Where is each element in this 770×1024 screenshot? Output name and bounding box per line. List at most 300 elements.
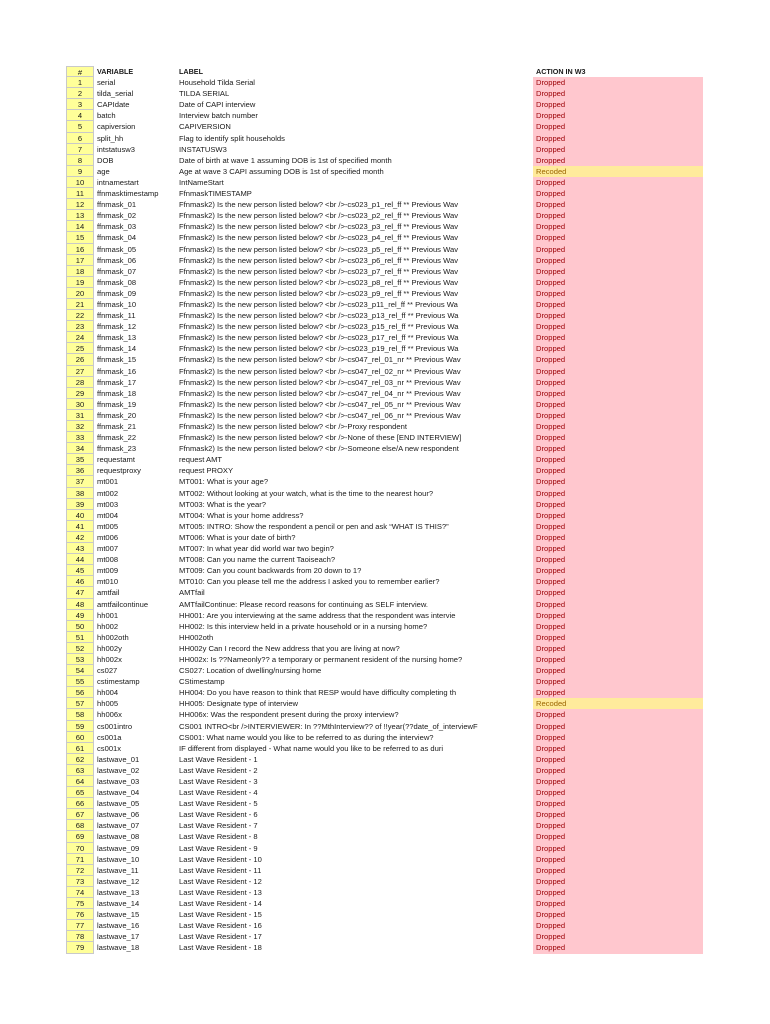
- row-num: 37: [66, 476, 94, 487]
- row-action: Dropped: [533, 88, 703, 99]
- table-row: [66, 343, 703, 354]
- row-action: Dropped: [533, 388, 703, 399]
- row-variable: lastwave_06: [97, 810, 140, 820]
- row-num: 36: [66, 465, 94, 476]
- table-row: [66, 155, 703, 166]
- table-row: [66, 310, 703, 321]
- table-row: [66, 843, 703, 854]
- row-label: CS001: What name would you like to be referred to as during the interview?: [179, 732, 434, 742]
- table-row: [66, 709, 703, 720]
- table-row: [66, 133, 703, 144]
- row-action: Dropped: [533, 288, 703, 299]
- row-action: Dropped: [533, 721, 703, 732]
- row-action: Dropped: [533, 920, 703, 931]
- row-action: Dropped: [533, 576, 703, 587]
- row-action: Dropped: [533, 621, 703, 632]
- row-action: Dropped: [533, 77, 703, 88]
- row-num: 40: [66, 510, 94, 521]
- row-variable: ffnmask_18: [97, 388, 137, 398]
- row-label: Last Wave Resident - 12: [179, 876, 262, 886]
- table-row: [66, 177, 703, 188]
- row-num: 66: [66, 798, 94, 809]
- row-variable: ffnmask_23: [97, 444, 137, 454]
- row-label: MT007: In what year did world war two begin?: [179, 544, 334, 554]
- row-label: Last Wave Resident - 10: [179, 854, 262, 864]
- table-row: [66, 854, 703, 865]
- row-num: 53: [66, 654, 94, 665]
- header-variable: VARIABLE: [97, 67, 134, 76]
- row-label: Date of CAPI interview: [179, 100, 256, 110]
- row-action: Dropped: [533, 632, 703, 643]
- variable-table: [66, 66, 703, 954]
- row-action: Dropped: [533, 709, 703, 720]
- row-num: 23: [66, 321, 94, 332]
- row-label: Last Wave Resident - 3: [179, 777, 258, 786]
- row-label: AMTfail: [179, 588, 205, 598]
- row-variable: lastwave_07: [97, 821, 140, 831]
- row-num: 68: [66, 820, 94, 831]
- row-label: Ffnmask2) Is the new person listed below? <br />-cs047_rel_01_nr ** Previous Wav: [179, 355, 461, 365]
- row-variable: serial: [97, 78, 116, 88]
- row-action: Dropped: [533, 610, 703, 621]
- row-action: Dropped: [533, 354, 703, 365]
- row-num: 78: [66, 931, 94, 942]
- row-variable: hh006x: [97, 710, 122, 720]
- row-label: Last Wave Resident - 17: [179, 932, 262, 942]
- row-variable: mt006: [97, 532, 119, 542]
- table-row: [66, 576, 703, 587]
- row-label: Last Wave Resident - 15: [179, 910, 262, 920]
- row-label: request PROXY: [179, 466, 234, 476]
- table-row: [66, 199, 703, 210]
- row-variable: ffnmask_04: [97, 233, 137, 243]
- row-variable: ffnmask_02: [97, 211, 137, 221]
- table-row: [66, 388, 703, 399]
- row-num: 39: [66, 499, 94, 510]
- row-num: 8: [66, 155, 94, 166]
- row-variable: mt003: [97, 499, 119, 509]
- row-variable: lastwave_17: [97, 932, 140, 942]
- row-variable: requestamt: [97, 455, 135, 465]
- row-action: Recoded: [533, 698, 703, 709]
- table-row: [66, 166, 703, 177]
- row-action: Dropped: [533, 665, 703, 676]
- row-variable: ffnmask_21: [97, 422, 137, 431]
- row-label: HH002oth: [179, 632, 214, 642]
- row-variable: DOB: [97, 155, 114, 165]
- row-label: AMTfailContinue: Please record reasons for continuing as SELF interview.: [179, 599, 429, 609]
- row-num: 28: [66, 377, 94, 388]
- row-action: Dropped: [533, 765, 703, 776]
- table-row: [66, 909, 703, 920]
- row-label: HH004: Do you have reason to think that RESP would have difficulty completing th: [179, 688, 457, 698]
- row-action: Dropped: [533, 843, 703, 854]
- row-num: 56: [66, 687, 94, 698]
- row-action: Dropped: [533, 210, 703, 221]
- row-variable: split_hh: [97, 133, 124, 143]
- row-variable: cstimestamp: [97, 677, 140, 687]
- row-action: Dropped: [533, 521, 703, 532]
- row-label: Last Wave Resident - 9: [179, 843, 258, 853]
- row-action: Dropped: [533, 232, 703, 243]
- table-row: [66, 255, 703, 266]
- row-num: 26: [66, 354, 94, 365]
- row-num: 31: [66, 410, 94, 421]
- table-row: [66, 920, 703, 931]
- table-row: [66, 332, 703, 343]
- row-num: 61: [66, 743, 94, 754]
- row-action: Dropped: [533, 110, 703, 121]
- row-label: IF different from displayed - What name would you like to be referred to as duri: [179, 743, 444, 753]
- row-num: 57: [66, 698, 94, 709]
- table-row: [66, 898, 703, 909]
- row-label: Household Tilda Serial: [179, 78, 255, 88]
- row-num: 16: [66, 244, 94, 255]
- row-action: Dropped: [533, 366, 703, 377]
- table-body: [66, 77, 703, 953]
- row-label: Ffnmask2) Is the new person listed below? <br />-cs023_p15_rel_ff ** Previous Wa: [179, 322, 459, 332]
- row-label: Ffnmask2) Is the new person listed below? <br />-cs023_p11_rel_ff ** Previous Wa: [179, 299, 458, 309]
- row-action: Dropped: [533, 776, 703, 787]
- row-variable: hh002: [97, 621, 119, 631]
- row-variable: lastwave_10: [97, 854, 140, 864]
- table-row: [66, 743, 703, 754]
- row-num: 20: [66, 288, 94, 299]
- table-row: [66, 887, 703, 898]
- table-row: [66, 532, 703, 543]
- row-num: 48: [66, 599, 94, 610]
- row-action: Dropped: [533, 643, 703, 654]
- row-variable: ffnmask_05: [97, 244, 137, 254]
- row-label: Flag to identify split households: [179, 133, 285, 143]
- row-variable: lastwave_01: [97, 754, 140, 764]
- row-action: Dropped: [533, 343, 703, 354]
- row-num: 11: [66, 188, 94, 199]
- row-variable: ffnmask_07: [97, 266, 137, 276]
- row-label: Ffnmask2) Is the new person listed below? <br />-cs023_p7_rel_ff ** Previous Wav: [179, 266, 458, 276]
- row-label: Last Wave Resident - 14: [179, 899, 262, 909]
- row-action: Dropped: [533, 798, 703, 809]
- row-action: Dropped: [533, 310, 703, 321]
- table-row: [66, 687, 703, 698]
- row-num: 9: [66, 166, 94, 177]
- row-variable: lastwave_04: [97, 788, 140, 798]
- row-label: HH002: Is this interview held in a private household or in a nursing home?: [179, 621, 428, 631]
- row-variable: mt005: [97, 521, 119, 531]
- row-num: 63: [66, 765, 94, 776]
- row-action: Dropped: [533, 332, 703, 343]
- row-num: 34: [66, 443, 94, 454]
- table-row: [66, 288, 703, 299]
- row-variable: hh001: [97, 610, 119, 620]
- row-variable: lastwave_13: [97, 887, 140, 897]
- row-num: 51: [66, 632, 94, 643]
- row-label: Last Wave Resident - 1: [179, 754, 258, 764]
- row-variable: batch: [97, 111, 116, 121]
- table-row: [66, 698, 703, 709]
- row-num: 64: [66, 776, 94, 787]
- row-num: 59: [66, 721, 94, 732]
- table-row: [66, 931, 703, 942]
- table-row: [66, 654, 703, 665]
- row-variable: intstatusw3: [97, 144, 135, 154]
- table-row: [66, 499, 703, 510]
- row-num: 42: [66, 532, 94, 543]
- table-row: [66, 144, 703, 155]
- row-variable: lastwave_12: [97, 876, 140, 886]
- row-label: Date of birth at wave 1 assuming DOB is 1st of specified month: [179, 155, 392, 165]
- row-num: 19: [66, 277, 94, 288]
- row-num: 25: [66, 343, 94, 354]
- row-variable: tilda_serial: [97, 89, 134, 99]
- row-action: Dropped: [533, 887, 703, 898]
- table-row: [66, 321, 703, 332]
- row-action: Dropped: [533, 177, 703, 188]
- row-action: Dropped: [533, 599, 703, 610]
- row-label: Ffnmask2) Is the new person listed below? <br />-cs023_p4_rel_ff ** Previous Wav: [179, 233, 458, 243]
- row-action: Dropped: [533, 743, 703, 754]
- row-label: Ffnmask2) Is the new person listed below? <br />-cs047_rel_02_nr ** Previous Wav: [179, 366, 461, 376]
- table-row: [66, 587, 703, 598]
- row-variable: hh005: [97, 699, 119, 709]
- row-label: Ffnmask2) Is the new person listed below? <br />-cs047_rel_03_nr ** Previous Wav: [179, 377, 461, 387]
- table-row: [66, 942, 703, 953]
- row-action: Dropped: [533, 221, 703, 232]
- row-label: MT008: Can you name the current Taoiseach?: [179, 555, 336, 565]
- table-header-row: [66, 66, 703, 77]
- header-label: LABEL: [179, 67, 203, 76]
- table-row: [66, 721, 703, 732]
- table-row: [66, 77, 703, 88]
- row-label: Ffnmask2) Is the new person listed below? <br />-cs023_p5_rel_ff ** Previous Wav: [179, 244, 458, 254]
- table-row: [66, 820, 703, 831]
- row-action: Dropped: [533, 299, 703, 310]
- row-action: Dropped: [533, 499, 703, 510]
- row-action: Dropped: [533, 133, 703, 144]
- row-num: 52: [66, 643, 94, 654]
- row-label: Ffnmask2) Is the new person listed below? <br />-cs023_p1_rel_ff ** Previous Wav: [179, 200, 458, 210]
- row-label: MT009: Can you count backwards from 20 down to 1?: [179, 566, 362, 576]
- row-variable: amtfail: [97, 588, 120, 598]
- row-num: 43: [66, 543, 94, 554]
- table-row: [66, 277, 703, 288]
- table-row: [66, 410, 703, 421]
- row-action: Dropped: [533, 854, 703, 865]
- row-label: IntNameStart: [179, 177, 224, 187]
- row-label: Ffnmask2) Is the new person listed below? <br />-cs023_p2_rel_ff ** Previous Wav: [179, 211, 458, 221]
- table-row: [66, 121, 703, 132]
- row-variable: amtfailcontinue: [97, 599, 149, 609]
- row-variable: hh002x: [97, 654, 122, 664]
- row-num: 22: [66, 310, 94, 321]
- row-label: Age at wave 3 CAPI assuming DOB is 1st of specified month: [179, 166, 384, 176]
- row-label: Ffnmask2) Is the new person listed below? <br />-cs023_p3_rel_ff ** Previous Wav: [179, 222, 458, 232]
- row-label: MT003: What is the year?: [179, 499, 266, 509]
- row-variable: cs001intro: [97, 721, 133, 731]
- row-action: Dropped: [533, 377, 703, 388]
- row-variable: ffnmask_10: [97, 299, 137, 309]
- row-action: Dropped: [533, 410, 703, 421]
- table-row: [66, 476, 703, 487]
- row-action: Dropped: [533, 565, 703, 576]
- row-variable: mt004: [97, 510, 119, 520]
- row-label: Ffnmask2) Is the new person listed below? <br />-cs047_rel_05_nr ** Previous Wav: [179, 399, 461, 409]
- table-row: [66, 543, 703, 554]
- table-row: [66, 510, 703, 521]
- row-label: Ffnmask2) Is the new person listed below? <br />-cs023_p8_rel_ff ** Previous Wav: [179, 277, 458, 287]
- table-row: [66, 210, 703, 221]
- row-action: Dropped: [533, 421, 703, 432]
- row-variable: intnamestart: [97, 177, 139, 187]
- table-row: [66, 421, 703, 432]
- row-num: 76: [66, 909, 94, 920]
- row-action: Dropped: [533, 898, 703, 909]
- row-action: Dropped: [533, 510, 703, 521]
- table-row: [66, 599, 703, 610]
- row-label: MT006: What is your date of birth?: [179, 532, 296, 542]
- table-row: [66, 565, 703, 576]
- row-action: Dropped: [533, 244, 703, 255]
- row-variable: lastwave_05: [97, 799, 140, 809]
- row-action: Dropped: [533, 732, 703, 743]
- row-num: 73: [66, 876, 94, 887]
- row-num: 13: [66, 210, 94, 221]
- table-row: [66, 465, 703, 476]
- table-row: [66, 244, 703, 255]
- row-action: Dropped: [533, 432, 703, 443]
- row-variable: cs001x: [97, 743, 122, 753]
- row-label: MT010: Can you please tell me the address I asked you to remember earlier?: [179, 577, 440, 587]
- row-num: 2: [66, 88, 94, 99]
- row-num: 79: [66, 942, 94, 953]
- row-variable: ffnmask_03: [97, 222, 137, 232]
- row-variable: lastwave_14: [97, 899, 140, 909]
- row-num: 30: [66, 399, 94, 410]
- row-variable: CAPIdate: [97, 100, 130, 110]
- table-row: [66, 366, 703, 377]
- row-num: 38: [66, 488, 94, 499]
- row-label: HH002x: Is ??Nameonly?? a temporary or permanent resident of the nursing home?: [179, 654, 463, 664]
- row-label: MT001: What is your age?: [179, 477, 269, 487]
- table-row: [66, 488, 703, 499]
- row-variable: ffnmask_09: [97, 288, 137, 298]
- row-label: Ffnmask2) Is the new person listed below? <br />-cs023_p6_rel_ff ** Previous Wav: [179, 255, 458, 265]
- row-variable: ffnmask_01: [97, 200, 137, 210]
- row-label: MT002: Without looking at your watch, what is the time to the nearest hour?: [179, 488, 434, 498]
- table-row: [66, 377, 703, 388]
- row-num: 27: [66, 366, 94, 377]
- row-num: 49: [66, 610, 94, 621]
- row-num: 72: [66, 865, 94, 876]
- row-variable: mt008: [97, 555, 119, 565]
- row-action: Dropped: [533, 820, 703, 831]
- row-action: Dropped: [533, 399, 703, 410]
- row-action: Dropped: [533, 199, 703, 210]
- row-label: Last Wave Resident - 13: [179, 887, 262, 897]
- row-num: 1: [66, 77, 94, 88]
- row-action: Dropped: [533, 687, 703, 698]
- row-num: 18: [66, 266, 94, 277]
- table-row: [66, 354, 703, 365]
- table-row: [66, 665, 703, 676]
- row-label: Last Wave Resident - 7: [179, 821, 258, 831]
- row-action: Dropped: [533, 543, 703, 554]
- header-action: ACTION IN W3: [536, 67, 586, 76]
- row-action: Dropped: [533, 654, 703, 665]
- row-action: Dropped: [533, 865, 703, 876]
- row-variable: lastwave_03: [97, 777, 140, 786]
- table-row: [66, 831, 703, 842]
- row-variable: cs027: [97, 666, 118, 676]
- row-label: CAPIVERSION: [179, 122, 231, 132]
- table-row: [66, 643, 703, 654]
- row-num: 4: [66, 110, 94, 121]
- table-row: [66, 610, 703, 621]
- row-num: 7: [66, 144, 94, 155]
- row-label: Ffnmask2) Is the new person listed below? <br />-cs023_p9_rel_ff ** Previous Wav: [179, 288, 458, 298]
- row-num: 3: [66, 99, 94, 110]
- row-label: MT004: What is your home address?: [179, 510, 304, 520]
- row-action: Dropped: [533, 787, 703, 798]
- row-variable: age: [97, 166, 110, 176]
- row-action: Dropped: [533, 942, 703, 953]
- row-label: Ffnmask2) Is the new person listed below? <br />-cs023_p19_rel_ff ** Previous Wa: [179, 344, 459, 354]
- row-variable: ffnmask_17: [97, 377, 137, 387]
- row-action: Dropped: [533, 277, 703, 288]
- table-row: [66, 632, 703, 643]
- table-row: [66, 809, 703, 820]
- row-variable: hh004: [97, 688, 119, 698]
- row-num: 69: [66, 831, 94, 842]
- row-variable: ffnmask_16: [97, 366, 137, 376]
- row-label: Last Wave Resident - 8: [179, 832, 258, 842]
- row-variable: requestproxy: [97, 466, 141, 476]
- table-row: [66, 765, 703, 776]
- row-label: Last Wave Resident - 11: [179, 865, 262, 875]
- row-num: 14: [66, 221, 94, 232]
- table-row: [66, 232, 703, 243]
- row-action: Dropped: [533, 255, 703, 266]
- row-num: 74: [66, 887, 94, 898]
- row-label: MT005: INTRO: Show the respondent a pencil or pen and ask “WHAT IS THIS?”: [179, 521, 449, 531]
- row-variable: lastwave_18: [97, 943, 140, 953]
- table-row: [66, 299, 703, 310]
- row-action: Dropped: [533, 809, 703, 820]
- row-variable: hh002y: [97, 643, 122, 653]
- table-row: [66, 110, 703, 121]
- row-variable: cs001a: [97, 732, 122, 742]
- row-num: 17: [66, 255, 94, 266]
- row-num: 15: [66, 232, 94, 243]
- row-label: request AMT: [179, 455, 223, 465]
- table-row: [66, 676, 703, 687]
- row-variable: ffnmask_19: [97, 399, 137, 409]
- row-action: Dropped: [533, 488, 703, 499]
- table-row: [66, 621, 703, 632]
- row-num: 6: [66, 133, 94, 144]
- row-num: 47: [66, 587, 94, 598]
- row-variable: mt002: [97, 488, 119, 498]
- row-num: 67: [66, 809, 94, 820]
- row-num: 50: [66, 621, 94, 632]
- row-label: Ffnmask2) Is the new person listed below? <br />-cs023_p17_rel_ff ** Previous Wa: [179, 333, 459, 343]
- row-num: 24: [66, 332, 94, 343]
- row-label: Ffnmask2) Is the new person listed below? <br />-None of these [END INTERVIEW]: [179, 433, 462, 443]
- row-variable: mt001: [97, 477, 119, 487]
- row-label: Ffnmask2) Is the new person listed below? <br />-Someone else/A new respondent: [179, 444, 459, 454]
- row-action: Dropped: [533, 188, 703, 199]
- row-label: Last Wave Resident - 5: [179, 799, 258, 809]
